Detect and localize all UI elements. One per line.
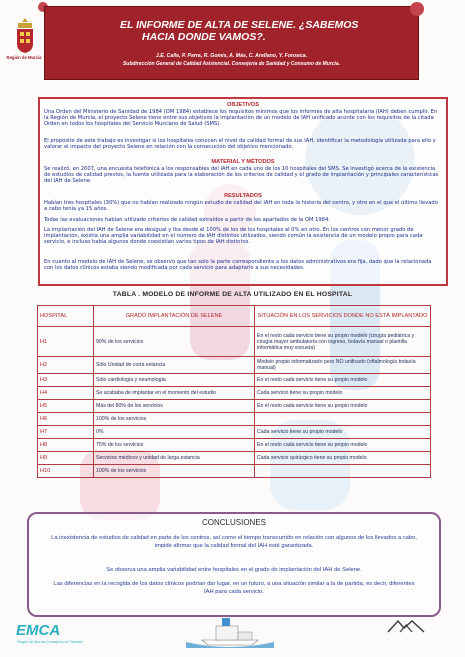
grado-cell: Sólo Unidad de corta estancia — [94, 357, 255, 374]
table-row — [38, 413, 431, 426]
brand-mark-icon — [386, 618, 426, 634]
hospital-cell: H4 — [38, 387, 94, 400]
table-row — [38, 387, 431, 400]
crest-icon — [14, 16, 36, 54]
hospital-cell: H8 — [38, 439, 94, 452]
subtitle: Subdirección General de Calidad Asistencial. Consejería de Sanidad y Consumo de Murcia. — [122, 61, 341, 67]
grado-cell: 100% de los servicios — [94, 465, 255, 478]
conclusions-title: CONCLUSIONES — [201, 518, 266, 527]
grado-cell: 75% de los servicios — [94, 439, 255, 452]
poster-title — [120, 19, 440, 43]
column-header-situacion: SITUACIÓN EN LOS SERVICIOS DONDE NO ESTÁ IMPLANTADO — [255, 306, 431, 327]
hospital-table — [37, 305, 431, 478]
hospital-cell: H5 — [38, 400, 94, 413]
table-row — [38, 426, 431, 439]
resultados-paragraph-3: La implantación del IAH de Selene era desigual y iba desde el 100% de los de los hospitales al 0% en otro. En los centros con menor grado de implantación, existía una amplia variabilidad en el número de IAH distintos utilizados, siendo común la existencia de un modelo propio para cada servicio, e incluso había algunos donde coexistían varios tipos de IAH distintos. — [44, 227, 423, 245]
situacion-cell: Cada servicio tiene su propio modelo — [255, 426, 431, 439]
objetivos-heading: OBJETIVOS — [226, 102, 260, 108]
grado-cell: Sólo cardiología y neumología — [94, 374, 255, 387]
resultados-paragraph-4: En cuanto al modelo de IAH de Selene, se observó que tan solo la parte correspondiente a los datos administrativos era fija, dado que la relacionada con los datos clínicos estaba siendo modificada por cada servicio para adaptarlo a sus necesidades. — [44, 259, 432, 271]
situacion-cell: En el resto cada servicio tiene su propio modelo — [255, 439, 431, 452]
conclusion-paragraph-3: Las diferencias en la recogida de los datos clínicos podrían dar lugar, en un futuro, a una situación similar a la de partida, es decir, diferentes IAH para cada servicio. — [53, 581, 415, 595]
hospital-cell: H2 — [38, 357, 94, 374]
resultados-heading: RESULTADOS — [224, 193, 262, 199]
situacion-cell: Cada servicio quirúrgico tiene su propio modelo — [255, 452, 431, 465]
hospital-cell: H6 — [38, 413, 94, 426]
grado-cell: Se acababa de implantar en el momento del estudio — [94, 387, 255, 400]
table-row — [38, 357, 431, 374]
region-logo-text: Región de Murcia — [6, 55, 42, 60]
hospital-cell: H3 — [38, 374, 94, 387]
resultados-paragraph-2: Todas las evaluaciones habían utilizado criterios de calidad extraídos a partir de los apartados de la OM 1984. — [44, 217, 330, 223]
table-row — [38, 465, 431, 478]
table-title: TABLA . MODELO DE INFORME DE ALTA UTILIZADO EN EL HOSPITAL — [112, 291, 353, 298]
table-row — [38, 452, 431, 465]
grado-cell: 100% de los servicios — [94, 413, 255, 426]
column-header-grado: GRADO IMPLANTACIÓN DE SELENE — [94, 306, 255, 327]
grado-cell: 0% — [94, 426, 255, 439]
objetivos-paragraph-2: El propósito de este trabajo es investigar si los hospitales conocen el nivel de calidad formal de sus IAH, identificar la metodología utilizada para ello y valorar el impacto del proyecto Selene en relación con la consecución del objetivo mencionado. — [44, 138, 436, 150]
situacion-cell: En el resto cada servicio tiene su propio modelo — [255, 400, 431, 413]
emca-logo: EMCA — [16, 622, 61, 639]
grado-cell: Servicios médicos y unidad de larga estancia — [94, 452, 255, 465]
metodos-paragraph-1: Se realizó, en 2007, una encuesta telefónica a los responsables del IAH en cada uno de los 10 hospitales del SMS. Se investigó acerca de la existencia de estudios de calidad previos, la fuente utilizada para la elaboración de los criterios de calidad y el grado de implantación y principales características del IAH de Selene. — [44, 166, 439, 184]
emca-subtext: Región de Murcia Consejería de Sanidad — [17, 640, 83, 644]
grado-cell: Más del 80% de los servicios — [94, 400, 255, 413]
metodos-heading: MATERIAL Y MÉTODOS — [211, 159, 275, 165]
hospital-cell: H10 — [38, 465, 94, 478]
title-line-1: EL INFORME DE ALTA DE SELENE. ¿SABEMOS — [120, 19, 359, 31]
situacion-cell — [255, 413, 431, 426]
situacion-cell: En el resto cada servicio tiene su propio modelo (cirugía pediátrica y cirugía mayor ambulatoria con ingreso, todavía manual o plantilla informática muy escueta) — [255, 327, 431, 357]
situacion-cell: En el resto cada servicio tiene su propio modelo — [255, 374, 431, 387]
column-header-hospital: HOSPITAL — [38, 306, 94, 327]
title-banner — [44, 6, 419, 80]
table-row — [38, 327, 431, 357]
situacion-cell: Modelo propio informatizado pero NO unificado (oftalmología todavía manual) — [255, 357, 431, 374]
conclusion-paragraph-1: La inexistencia de estudios de calidad en parte de los centros, así como el tiempo transcurrido en relación con algunos de los llevados a cabo, impide afirmar que la calidad formal del IAH esté garantizada. — [51, 535, 417, 549]
table-row — [38, 439, 431, 452]
situacion-cell: Cada servicio tiene su propio modelo — [255, 387, 431, 400]
authors: J.E. Calle, P. Parra, R. Gomis, A. Más, C. Arellano, Y. Fonseca. — [155, 53, 308, 59]
title-line-2: HACIA DONDE VAMOS?. — [142, 31, 266, 43]
table-row — [38, 400, 431, 413]
main-text-box — [38, 97, 448, 286]
hospital-cell: H7 — [38, 426, 94, 439]
grado-cell: 90% de los servicios — [94, 327, 255, 357]
hospital-cell: H1 — [38, 327, 94, 357]
table-row — [38, 374, 431, 387]
boat-icon — [182, 612, 278, 648]
conclusions-box — [27, 512, 441, 617]
situacion-cell — [255, 465, 431, 478]
hospital-cell: H9 — [38, 452, 94, 465]
conclusion-paragraph-2: Se observa una amplia variabilidad entre hospitales en el grado de implantación del IAH de Selene. — [106, 567, 362, 573]
resultados-paragraph-1: Habían tres hospitales (30%) que no habían realizado ningún estudio de calidad del IAH en toda la historia del centro, y otro en el que el último llevado a cabo tenía ya 15 años. — [44, 200, 438, 212]
table-header-row — [38, 306, 431, 327]
objetivos-paragraph-1: Una Orden del Ministerio de Sanidad de 1984 (OM 1984) establece los requisitos mínimos que los informes de alta hospitalaria (IAH) deben cumplir. En la Región de Murcia, el proyecto Selene tiene entre sus objetivos la implantación de un modelo de IAH unificado acorde con los requisitos de la citada Orden en todos los hospitales del Servicio Murciano de Salud (SMS). — [44, 109, 438, 127]
scroll-ornament-right — [410, 2, 424, 16]
